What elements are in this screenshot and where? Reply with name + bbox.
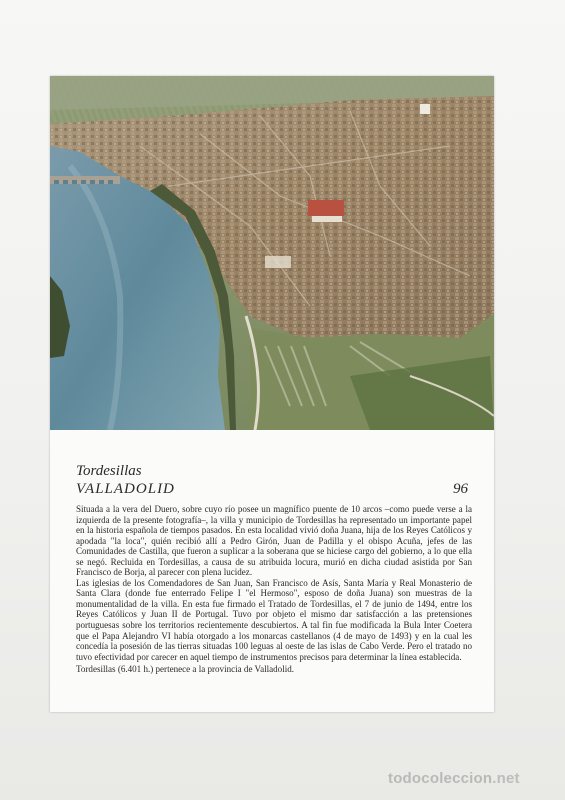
population-note: Tordesillas (6.401 h.) pertenece a la provincia de Valladolid. xyxy=(76,664,295,675)
watermark-brand: todocoleccion xyxy=(388,770,493,787)
watermark xyxy=(388,770,520,787)
description xyxy=(76,504,472,662)
watermark-tld: .net xyxy=(492,770,520,787)
description-paragraph: Situada a la vera del Duero, sobre cuyo río posee un magnífico puente de 10 arcos –como puede verse a la izquierda de la presente fotografía–, la villa y municipio de Tordesillas ha representado un importante papel en la historia española de tiempos pasados. En esta localidad vivió doña Juana, hija de los Reyes Católicos y apodada "la loca", quién recibió allí a Pedro Girón, Juan de Padilla y el obispo Acuña, jefes de las Comunidades de Castilla, que fueron a suplicar a la soberana que se hiciese cargo del gobierno, a lo que ella se negó. Recluida en Tordesillas, a causa de su atribuida locura, murió en dicha ciudad asistida por San Francisco de Borja, al parecer con plena lucidez. xyxy=(76,504,472,578)
aerial-photo xyxy=(50,76,494,430)
bridge xyxy=(50,176,120,184)
description-paragraph: Las iglesias de los Comendadores de San Juan, San Francisco de Asís, Santa María y Real Monasterio de Santa Clara (donde fue enterrado Felipe I "el Hermoso", esposo de doña Juana) son muestras de la monumentalidad de la villa. En esta fue firmado el Tratado de Tordesillas, el 7 de junio de 1494, entre los Reyes Católicos y Juan II de Portugal. Tuvo por objeto el mismo dar satisfacción a las pretensiones portuguesas sobre los territorios recientemente descubiertos. A tal fin fue modificada la Bula Inter Coetera que el Papa Alejandro VI había otorgado a los monarcas castellanos (4 de mayo de 1493) y en la cual les concedía la posesión de las tierras situadas 100 leguas al oeste de las islas de Cabo Verde. Pero el tratado no tuvo efectividad por carecer en aquel tiempo de instrumentos precisos para determinar la línea establecida. xyxy=(76,577,472,662)
place-name: Tordesillas xyxy=(76,463,142,479)
province-row xyxy=(76,481,472,498)
card-text xyxy=(76,462,472,675)
province-name: VALLADOLID xyxy=(76,481,175,497)
card-number: 96 xyxy=(453,481,468,497)
